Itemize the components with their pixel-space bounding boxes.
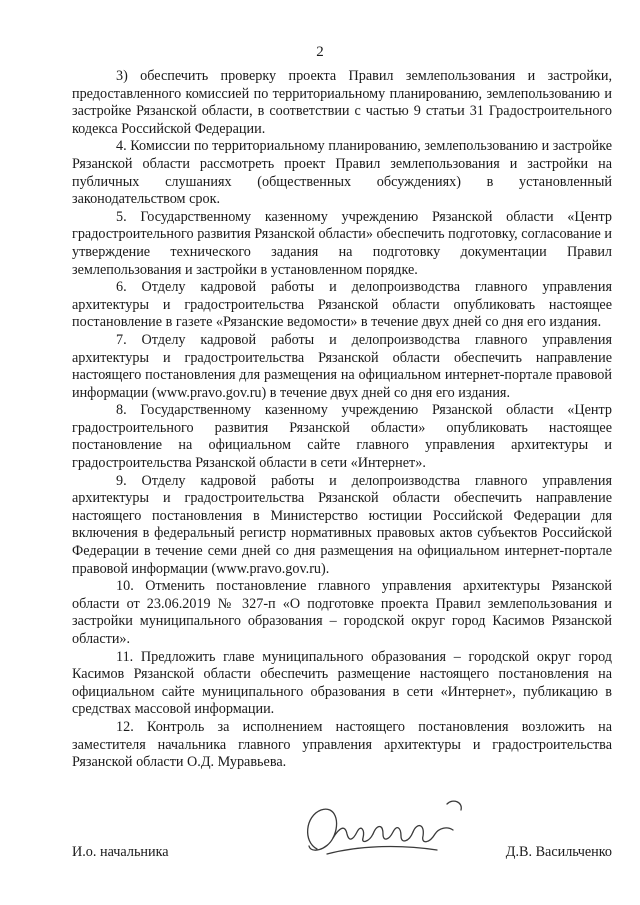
paragraph-4: 4. Комиссии по территориальному планированию, землепользованию и застройке Рязанской области рассмотреть проект Правил землепользования и застройки на публичных слушаниях (общественных обсуждениях) в установленный законодательством срок.: [72, 138, 612, 208]
signatory-name: Д.В. Васильченко: [505, 844, 612, 860]
signature-block: [72, 836, 612, 866]
paragraph-12: 12. Контроль за исполнением настоящего постановления возложить на заместителя начальника главного управления архитектуры и градостроительства Рязанской области О.Д. Муравьева.: [72, 718, 612, 771]
handwritten-signature: [297, 794, 467, 864]
paragraph-3: 3) обеспечить проверку проекта Правил землепользования и застройки, предоставленного комиссией по территориальному планированию, землепользованию и застройке Рязанской области, в соответствии с частью 9 статьи 31 Градостроительного кодекса Российской Федерации.: [72, 68, 612, 137]
paragraph-7: 7. Отделу кадровой работы и делопроизводства главного управления архитектуры и градостроительства Рязанской области обеспечить направление настоящего постановления для размещения на официальном интернет-портале правовой информации (www.pravo.gov.ru) в течение двух дней со дня его издания.: [72, 331, 612, 401]
paragraph-10: 10. Отменить постановление главного управления архитектуры Рязанской области от 23.06.2019 № 327-п «О подготовке проекта Правил землепользования и застройки муниципального образования – городской округ город Касимов Рязанской области».: [72, 578, 612, 647]
signatory-position: И.о. начальника: [72, 844, 169, 860]
paragraph-5: 5. Государственному казенному учреждению Рязанской области «Центр градостроительного развития Рязанской области» обеспечить подготовку, согласование и утверждение технического задания на подготовку документации Правил землепользования и застройки в установленном порядке.: [72, 208, 612, 278]
paragraph-9: 9. Отделу кадровой работы и делопроизводства главного управления архитектуры и градостроительства Рязанской области обеспечить направление настоящего постановления в Министерство юстиции Российской Федерации для включения в федеральный регистр нормативных правовых актов субъектов Российской Федерации в течение семи дней со дня размещения на официальном интернет-портале правовой информации (www.pravo.gov.ru).: [72, 472, 612, 577]
paragraph-8: 8. Государственному казенному учреждению Рязанской области «Центр градостроительного развития Рязанской области» опубликовать настоящее постановление на официальном сайте главного управления архитектуры и градостроительства Рязанской области в сети «Интернет».: [72, 402, 612, 472]
document-body: [72, 68, 612, 772]
paragraph-6: 6. Отделу кадровой работы и делопроизводства главного управления архитектуры и градостроительства Рязанской области опубликовать настоящее постановление в газете «Рязанские ведомости» в течение двух дней со дня его издания.: [72, 279, 612, 331]
page-number: 2: [316, 44, 324, 60]
paragraph-11: 11. Предложить главе муниципального образования – городской округ город Касимов Рязанской области обеспечить размещение настоящего постановления на официальном сайте муниципального образования в сети «Интернет», публикацию в средствах массовой информации.: [72, 648, 612, 718]
